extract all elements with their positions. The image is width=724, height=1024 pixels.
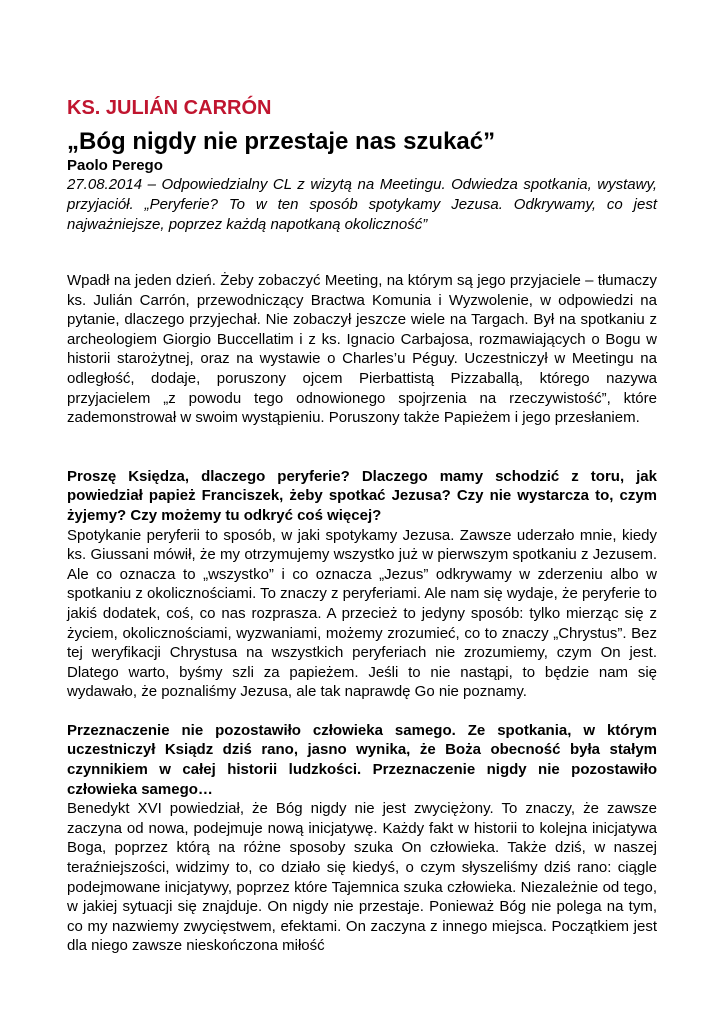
interview-section-2 xyxy=(67,721,657,956)
article-title: „Bóg nigdy nie przestaje nas szukać” xyxy=(67,128,496,155)
interview-section-1 xyxy=(67,467,657,702)
interview-question: Proszę Księdza, dlaczego peryferie? Dlaczego mamy schodzić z toru, jak powiedział papież Franciszek, żeby spotkać Jezusa? Czy nie wystarcza to, czym żyjemy? Czy możemy tu odkryć coś więcej? xyxy=(67,467,657,524)
article-intro: Wpadł na jeden dzień. Żeby zobaczyć Meeting, na którym są jego przyjaciele – tłumaczy ks. Julián Carrón, przewodniczący Bractwa Komunia i Wyzwolenie, w odpowiedzi na pytanie, dlaczego przyjechał. Nie zobaczył jeszcze wiele na Targach. Był na spotkaniu z archeologiem Giorgio Buccellatim i z ks. Ignacio Carbajosa, rozmawiających o Bogu w historii starożytnej, oraz na wystawie o Charles’u Péguy. Uczestniczył w Meetingu na odległość, dodaje, poruszony ojcem Pierbattistą Pizzaballą, którego nazywa przyjacielem „z powodu tego odnowionego spojrzenia na rzeczywistość”, które zademonstrował w swoim wystąpieniu. Poruszony także Papieżem i jego przesłaniem. xyxy=(67,272,657,427)
article xyxy=(67,96,657,956)
interview-answer: Benedykt XVI powiedział, że Bóg nigdy nie jest zwyciężony. To znaczy, że zawsze zaczyna od nowa, podejmuje nową inicjatywę. Każdy fakt w historii to kolejna inicjatywa Boga, poprzez którą na różne sposoby szuka On człowieka. Także dziś, w naszej teraźniejszości, widzimy to, co działo się kiedyś, o czym słyszeliśmy dziś rano: ciągle podejmowane inicjatywy, poprzez które Tajemnica szuka człowieka. Niezależnie od tego, w jakiej sytuacji się znajduje. On nigdy nie przestaje. Ponieważ Bóg nie polega na tym, co my nazwiemy zwycięstwem, efektami. On zaczyna z innego miejsca. Początkiem jest dla niego zawsze nieskończona miłość xyxy=(67,800,657,955)
interview-answer: Spotykanie peryferii to sposób, w jaki spotykamy Jezusa. Zawsze uderzało mnie, kiedy ks. Giussani mówił, że my otrzymujemy wszystko już w pierwszym spotkaniu z Jezusem. Ale co oznacza to „wszystko” i co oznacza „Jezus” odkrywamy w zderzeniu albo w spotkaniu z okolicznościami. To znaczy z peryferiami. Ale nam się wydaje, że peryferie to jakiś dodatek, coś, co nas rozprasza. A przecież to jedyny sposób: tylko mierząc się z życiem, okolicznościami, wyzwaniami, możemy zrozumieć, co to znaczy „Chrystus”. Bez tej weryfikacji Chrystusa na wszystkich peryferiach nie zrozumiemy, czym On jest. Dlatego warto, byśmy szli za papieżem. Jeśli to nie nastąpi, to będzie nam się wydawało, że poznaliśmy Jezusa, ale tak naprawdę Go nie poznamy. xyxy=(67,526,657,701)
interview-question: Przeznaczenie nie pozostawiło człowieka samego. Ze spotkania, w którym uczestniczył Ksiądz dziś rano, jasno wynika, że Boża obecność była stałym czynnikiem w całej historii ludzkości. Przeznaczenie nigdy nie pozostawiło człowieka samego… xyxy=(67,721,657,798)
article-byline: Paolo Perego xyxy=(67,157,163,174)
article-author: KS. JULIÁN CARRÓN xyxy=(67,97,272,119)
article-lead: 27.08.2014 – Odpowiedzialny CL z wizytą na Meetingu. Odwiedza spotkania, wystawy, przyjaciół. „Peryferie? To w ten sposób spotykamy Jezusa. Odkrywamy, co jest najważniejsze, poprzez każdą napotkaną okoliczność” xyxy=(67,176,657,233)
